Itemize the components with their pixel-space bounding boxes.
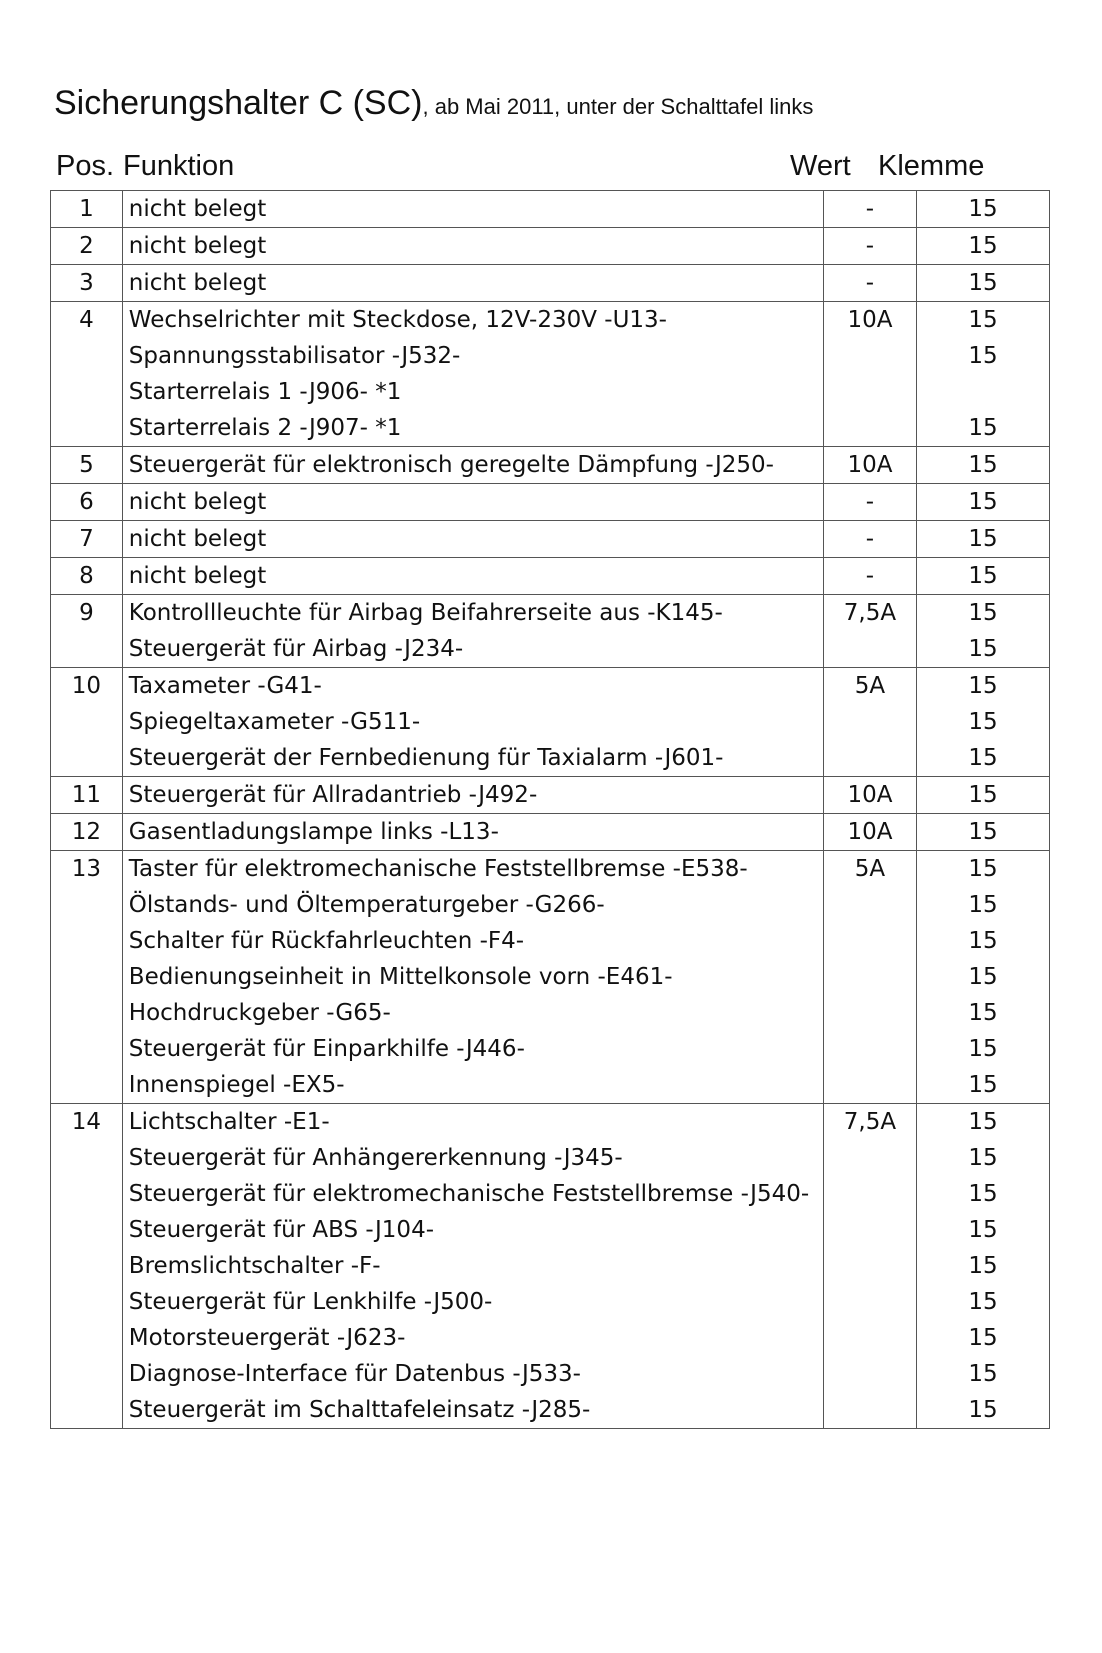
function-line: Steuergerät der Fernbedienung für Taxialarm -J601-: [128, 745, 724, 771]
cell-pos: 2: [51, 228, 123, 265]
cell-pos: 8: [51, 558, 123, 595]
cell-wert: 10A: [823, 777, 916, 814]
table-row: [51, 814, 1050, 851]
cell-pos: 9: [51, 595, 123, 668]
table-row: [51, 851, 1050, 1104]
cell-wert: -: [823, 265, 916, 302]
cell-funktion: [122, 814, 823, 851]
table-row: [51, 228, 1050, 265]
klemme-line: 15: [968, 1289, 998, 1315]
cell-funktion: [122, 595, 823, 668]
cell-klemme: [916, 302, 1049, 447]
cell-wert: 10A: [823, 447, 916, 484]
klemme-line: 15: [968, 1217, 998, 1243]
klemme-line: 15: [968, 1145, 998, 1171]
cell-funktion: [122, 191, 823, 228]
cell-funktion: [122, 484, 823, 521]
cell-klemme: [916, 595, 1049, 668]
fuse-table: [50, 190, 1050, 1429]
klemme-line: 15: [968, 270, 998, 296]
klemme-line: 15: [968, 709, 998, 735]
klemme-line: 15: [968, 600, 998, 626]
function-line: Steuergerät für elektronisch geregelte Dämpfung -J250-: [128, 452, 774, 478]
document-title: [54, 84, 813, 123]
function-line: nicht belegt: [128, 563, 267, 589]
cell-pos: 3: [51, 265, 123, 302]
cell-klemme: [916, 558, 1049, 595]
klemme-line: 15: [968, 1325, 998, 1351]
cell-funktion: [122, 447, 823, 484]
cell-funktion: [122, 302, 823, 447]
cell-wert: 7,5A: [823, 1104, 916, 1429]
function-line: nicht belegt: [128, 526, 267, 552]
function-line: Diagnose-Interface für Datenbus -J533-: [128, 1361, 581, 1387]
cell-funktion: [122, 521, 823, 558]
table-row: [51, 777, 1050, 814]
cell-klemme: [916, 447, 1049, 484]
function-line: Taster für elektromechanische Feststellbremse -E538-: [128, 856, 748, 882]
table-row: [51, 191, 1050, 228]
cell-wert: -: [823, 191, 916, 228]
cell-wert: -: [823, 521, 916, 558]
klemme-line: 15: [968, 1181, 998, 1207]
cell-wert: -: [823, 228, 916, 265]
function-line: Steuergerät für Airbag -J234-: [128, 636, 464, 662]
cell-pos: 11: [51, 777, 123, 814]
cell-funktion: [122, 265, 823, 302]
cell-wert: 5A: [823, 851, 916, 1104]
table-row: [51, 484, 1050, 521]
cell-klemme: [916, 521, 1049, 558]
function-line: Lichtschalter -E1-: [128, 1109, 330, 1135]
cell-wert: 7,5A: [823, 595, 916, 668]
klemme-line: 15: [968, 819, 998, 845]
cell-wert: 5A: [823, 668, 916, 777]
function-line: nicht belegt: [128, 270, 267, 296]
function-line: Innenspiegel -EX5-: [128, 1072, 345, 1098]
klemme-line: 15: [968, 415, 998, 441]
cell-pos: 6: [51, 484, 123, 521]
table-row: [51, 521, 1050, 558]
cell-klemme: [916, 228, 1049, 265]
title-main: Sicherungshalter C (SC): [54, 84, 423, 122]
header-pos: Pos.: [56, 150, 115, 182]
klemme-line: 15: [968, 1397, 998, 1423]
function-line: Steuergerät für Allradantrieb -J492-: [128, 782, 538, 808]
cell-klemme: [916, 777, 1049, 814]
cell-funktion: [122, 1104, 823, 1429]
klemme-line: [917, 374, 1049, 410]
function-line: Steuergerät für Lenkhilfe -J500-: [128, 1289, 493, 1315]
fuse-table-body: [51, 191, 1050, 1429]
klemme-line: 15: [968, 196, 998, 222]
cell-pos: 12: [51, 814, 123, 851]
klemme-line: 15: [968, 782, 998, 808]
cell-klemme: [916, 1104, 1049, 1429]
function-line: Steuergerät für Anhängererkennung -J345-: [128, 1145, 623, 1171]
klemme-line: 15: [968, 233, 998, 259]
header-klemme: Klemme: [878, 150, 985, 182]
function-line: Steuergerät für elektromechanische Feststellbremse -J540-: [128, 1181, 810, 1207]
klemme-line: 15: [968, 673, 998, 699]
cell-pos: 13: [51, 851, 123, 1104]
function-line: Ölstands- und Öltemperaturgeber -G266-: [128, 892, 605, 918]
cell-pos: 10: [51, 668, 123, 777]
function-line: Starterrelais 2 -J907- *1: [128, 415, 402, 441]
table-row: [51, 447, 1050, 484]
function-line: Gasentladungslampe links -L13-: [128, 819, 499, 845]
cell-wert: 10A: [823, 814, 916, 851]
klemme-line: 15: [968, 1253, 998, 1279]
cell-pos: 7: [51, 521, 123, 558]
function-line: Bedienungseinheit in Mittelkonsole vorn -E461-: [128, 964, 673, 990]
cell-klemme: [916, 814, 1049, 851]
table-row: [51, 668, 1050, 777]
cell-funktion: [122, 851, 823, 1104]
function-line: Steuergerät für ABS -J104-: [128, 1217, 434, 1243]
klemme-line: 15: [968, 1036, 998, 1062]
function-line: Wechselrichter mit Steckdose, 12V-230V -U13-: [128, 307, 667, 333]
cell-funktion: [122, 777, 823, 814]
title-subtitle: , ab Mai 2011, unter der Schalttafel links: [422, 94, 814, 119]
table-row: [51, 1104, 1050, 1429]
klemme-line: 15: [968, 964, 998, 990]
cell-klemme: [916, 191, 1049, 228]
klemme-line: 15: [968, 1361, 998, 1387]
function-line: Schalter für Rückfahrleuchten -F4-: [128, 928, 525, 954]
function-line: Hochdruckgeber -G65-: [128, 1000, 391, 1026]
function-line: nicht belegt: [128, 196, 267, 222]
header-funktion: Funktion: [123, 150, 235, 182]
function-line: Starterrelais 1 -J906- *1: [128, 379, 402, 405]
table-row: [51, 595, 1050, 668]
table-row: [51, 558, 1050, 595]
function-line: Motorsteuergerät -J623-: [128, 1325, 406, 1351]
function-line: Bremslichtschalter -F-: [128, 1253, 381, 1279]
cell-wert: 10A: [823, 302, 916, 447]
klemme-line: 15: [968, 489, 998, 515]
klemme-line: 15: [968, 1109, 998, 1135]
cell-pos: 1: [51, 191, 123, 228]
klemme-line: 15: [968, 745, 998, 771]
cell-pos: 4: [51, 302, 123, 447]
cell-pos: 14: [51, 1104, 123, 1429]
cell-wert: -: [823, 484, 916, 521]
klemme-line: 15: [968, 892, 998, 918]
klemme-line: 15: [968, 636, 998, 662]
cell-funktion: [122, 558, 823, 595]
cell-klemme: [916, 484, 1049, 521]
klemme-line: 15: [968, 307, 998, 333]
header-wert: Wert: [790, 150, 851, 182]
function-line: nicht belegt: [128, 489, 267, 515]
klemme-line: 15: [968, 343, 998, 369]
function-line: Steuergerät im Schalttafeleinsatz -J285-: [128, 1397, 591, 1423]
cell-klemme: [916, 851, 1049, 1104]
cell-klemme: [916, 265, 1049, 302]
klemme-line: 15: [968, 928, 998, 954]
function-line: Spannungsstabilisator -J532-: [128, 343, 461, 369]
cell-wert: -: [823, 558, 916, 595]
klemme-line: 15: [968, 526, 998, 552]
klemme-line: 15: [968, 1072, 998, 1098]
cell-funktion: [122, 668, 823, 777]
function-line: Spiegeltaxameter -G511-: [128, 709, 421, 735]
cell-funktion: [122, 228, 823, 265]
klemme-line: 15: [968, 452, 998, 478]
function-line: nicht belegt: [128, 233, 267, 259]
klemme-line: 15: [968, 563, 998, 589]
klemme-line: 15: [968, 1000, 998, 1026]
function-line: Taxameter -G41-: [128, 673, 322, 699]
table-row: [51, 302, 1050, 447]
klemme-line: 15: [968, 856, 998, 882]
cell-pos: 5: [51, 447, 123, 484]
function-line: Steuergerät für Einparkhilfe -J446-: [128, 1036, 525, 1062]
table-row: [51, 265, 1050, 302]
function-line: Kontrollleuchte für Airbag Beifahrerseite aus -K145-: [128, 600, 723, 626]
cell-klemme: [916, 668, 1049, 777]
